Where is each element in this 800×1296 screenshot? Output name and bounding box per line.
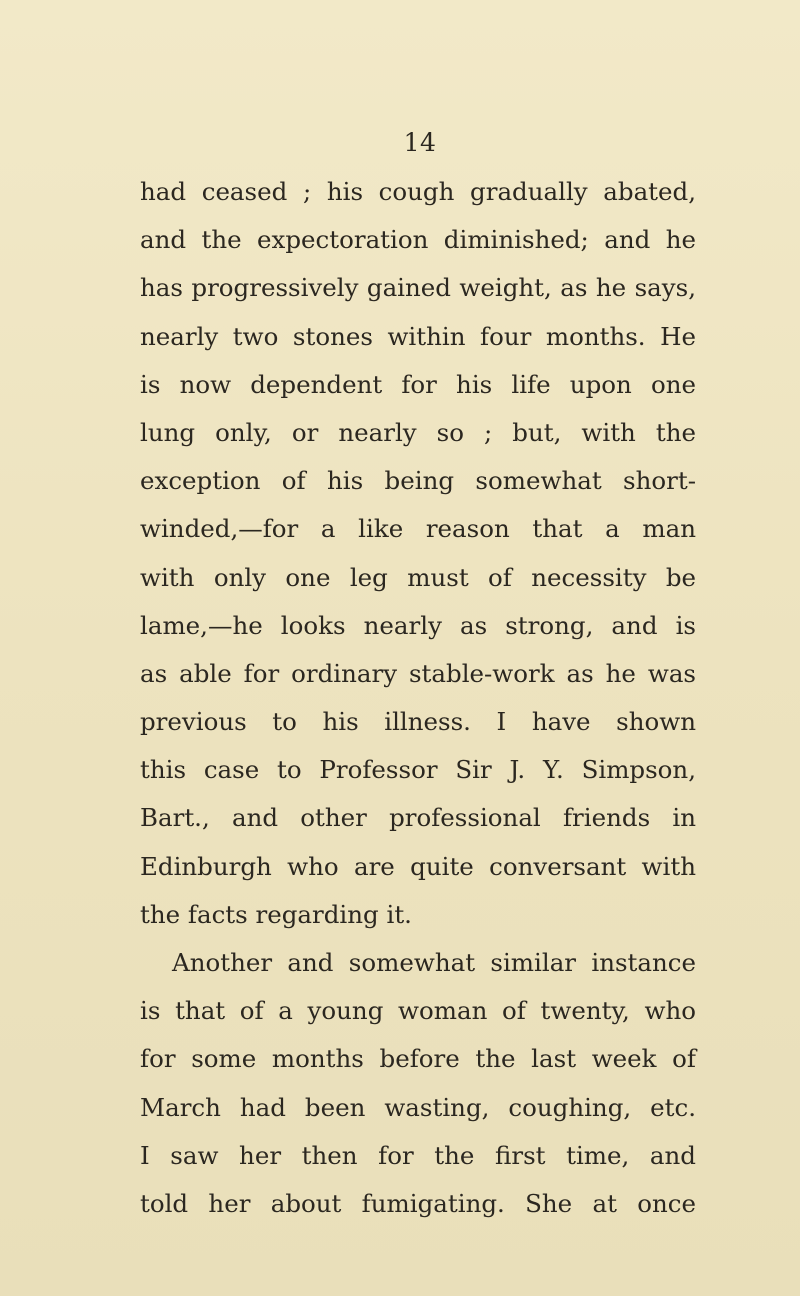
text-line: is that of a young woman of twenty, who xyxy=(140,996,696,1026)
text-line: nearly two stones within four months. He xyxy=(140,321,696,351)
text-line: as able for ordinary stable-work as he was xyxy=(140,658,696,688)
text-line: with only one leg must of necessity be xyxy=(140,562,696,592)
text-line: had ceased ; his cough gradually abated, xyxy=(140,177,696,206)
text-line: winded,—for a like reason that a man xyxy=(140,514,696,544)
text-line: March had been wasting, coughing, etc. xyxy=(140,1092,696,1122)
page-number: 14 xyxy=(403,128,437,157)
text-line: lung only, or nearly so ; but, with the xyxy=(140,417,696,447)
text-line: has progressively gained weight, as he says, xyxy=(140,273,696,303)
body-text xyxy=(140,168,696,1228)
text-line: told her about fumigating. She at once xyxy=(140,1188,696,1218)
text-line: lame,—he looks nearly as strong, and is xyxy=(140,610,696,640)
text-line: exception of his being somewhat short- xyxy=(140,466,696,496)
text-line: Edinburgh who are quite conversant with xyxy=(140,851,696,881)
text-line: this case to Professor Sir J. Y. Simpson, xyxy=(140,755,696,785)
paragraph-start-line: Another and somewhat similar instance xyxy=(172,948,696,977)
text-line: and the expectoration diminished; and he xyxy=(140,225,696,255)
paragraph-end-line: the facts regarding it. xyxy=(140,899,412,929)
text-line: for some months before the last week of xyxy=(140,1044,696,1074)
text-line: is now dependent for his life upon one xyxy=(140,369,696,399)
text-line: Bart., and other professional friends in xyxy=(140,803,696,833)
text-line: I saw her then for the first time, and xyxy=(140,1140,696,1170)
text-line: previous to his illness. I have shown xyxy=(140,707,696,737)
